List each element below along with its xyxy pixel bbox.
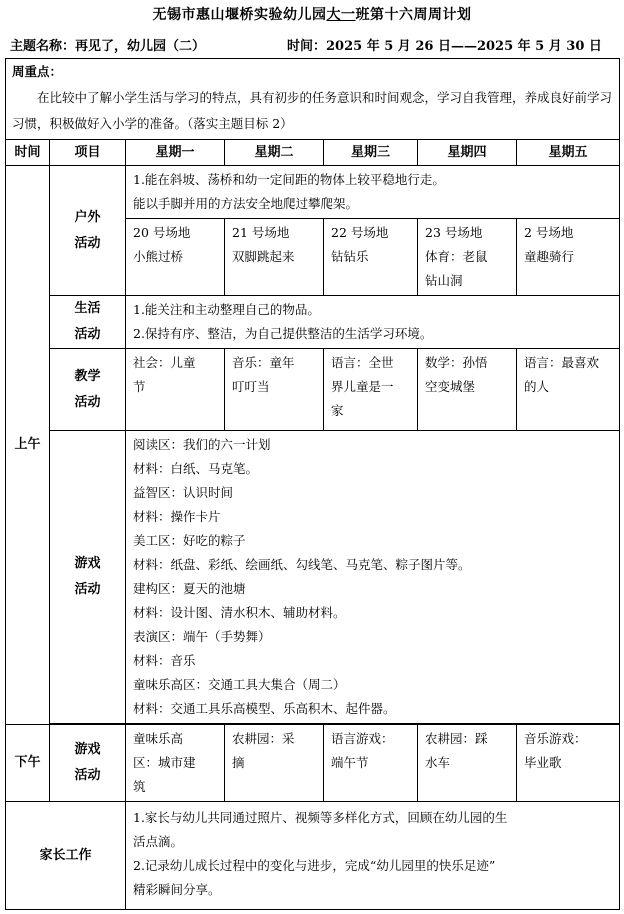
life-label: 生活 活动	[50, 296, 126, 349]
teaching-monday: 社会：儿童 节	[126, 349, 225, 431]
game-area-line: 益智区：认识时间	[133, 485, 234, 500]
outdoor-thursday: 23 号场地 体育：老鼠 钻山洞	[418, 219, 517, 296]
game-area-line: 阅读区：我们的六一计划	[133, 437, 271, 452]
parents-item-1: 1.家长与幼儿共同通过照片、视频等多样化方式，回顾在幼儿园的生	[133, 810, 508, 825]
focus-text: 在比较中了解小学生活与学习的特点，具有初步的任务意识和时间观念，学习自我管理，养成良好前学习习惯，积极做好入小学的准备。（落实主题目标 2）	[12, 90, 613, 131]
col-header-wednesday: 星期三	[324, 140, 418, 166]
game-area-line: 美工区：好吃的粽子	[133, 533, 246, 548]
period-afternoon: 下午	[6, 725, 50, 802]
outdoor-goal-row	[6, 166, 620, 219]
outdoor-label: 户外 活动	[50, 166, 126, 296]
game-area-line: 材料：操作卡片	[133, 509, 221, 524]
game-area-line: 建构区：夏天的池塘	[133, 581, 246, 596]
teaching-label: 教学 活动	[50, 349, 126, 431]
focus-label: 周重点：	[12, 64, 63, 79]
col-header-monday: 星期一	[126, 140, 225, 166]
teaching-thursday: 数学：孙悟 空变城堡	[418, 349, 517, 431]
life-goals	[126, 296, 620, 349]
parents-row	[6, 802, 620, 910]
col-header-item: 项目	[50, 140, 126, 166]
teaching-row	[6, 349, 620, 431]
parents-item-1-cont: 活点滴。	[133, 834, 184, 849]
outdoor-wednesday: 22 号场地 钻钻乐	[324, 219, 418, 296]
games-pm-tuesday: 农耕园：采 摘	[225, 725, 324, 802]
outdoor-friday: 2 号场地 童趣骑行	[517, 219, 620, 296]
teaching-tuesday: 音乐：童年 叮叮当	[225, 349, 324, 431]
focus-cell	[6, 59, 620, 140]
col-header-tuesday: 星期二	[225, 140, 324, 166]
col-header-thursday: 星期四	[418, 140, 517, 166]
game-area-line: 材料：交通工具乐高模型、乐高积木、起件器。	[133, 701, 396, 716]
parents-item-2: 2.记录幼儿成长过程中的变化与进步，完成“幼儿园里的快乐足迹”	[133, 858, 496, 873]
parents-label: 家长工作	[6, 802, 126, 910]
outdoor-goal-2: 能以手脚并用的方法安全地爬过攀爬架。	[133, 196, 359, 211]
col-header-friday: 星期五	[517, 140, 620, 166]
title-class: 大一	[326, 7, 356, 23]
focus-row	[6, 59, 620, 140]
outdoor-tuesday: 21 号场地 双脚跳起来	[225, 219, 324, 296]
parents-item-2-cont: 精彩瞬间分享。	[133, 882, 221, 897]
outdoor-monday: 20 号场地 小熊过桥	[126, 219, 225, 296]
plan-title	[0, 4, 624, 24]
life-goal-2: 2.保持有序、整洁，为自己提供整洁的生活学习环境。	[133, 326, 433, 341]
theme-name: 主题名称：再见了，幼儿园（二）	[10, 39, 206, 54]
outdoor-goal-1: 1.能在斜坡、荡桥和幼一定间距的物体上较平稳地行走。	[133, 172, 445, 187]
game-area-line: 材料：设计图、清水积木、辅助材料。	[133, 605, 346, 620]
teaching-friday: 语言：最喜欢 的人	[517, 349, 620, 431]
title-suffix: 班第十六周周计划	[355, 7, 472, 23]
date-range: 时间：2025 年 5 月 26 日——2025 年 5 月 30 日	[287, 39, 602, 54]
game-area-line: 材料：白纸、马克笔。	[133, 461, 259, 476]
games-pm-wednesday: 语言游戏： 端午节	[324, 725, 418, 802]
parents-content	[126, 802, 620, 910]
life-goal-1: 1.能关注和主动整理自己的物品。	[133, 302, 320, 317]
games-afternoon-row	[6, 725, 620, 802]
title-school: 无锡市惠山堰桥实验幼儿园	[152, 7, 327, 23]
outdoor-goals	[126, 166, 620, 219]
period-morning: 上午	[6, 166, 50, 725]
games-pm-friday: 音乐游戏： 毕业歌	[517, 725, 620, 802]
column-header-row	[6, 140, 620, 166]
col-header-time: 时间	[6, 140, 50, 166]
games-pm-thursday: 农耕园：踩 水车	[418, 725, 517, 802]
weekly-plan-table	[5, 58, 620, 910]
games-pm-monday: 童味乐高 区：城市建 筑	[126, 725, 225, 802]
games-morning-areas	[126, 431, 620, 724]
game-area-line: 表演区：端午（手势舞）	[133, 629, 271, 644]
teaching-wednesday: 语言：全世 界儿童是一 家	[324, 349, 418, 431]
game-area-line: 材料：纸盘、彩纸、绘画纸、勾线笔、马克笔、粽子图片等。	[133, 557, 471, 572]
life-row	[6, 296, 620, 349]
game-area-line: 材料：音乐	[133, 653, 196, 668]
game-area-line: 童味乐高区：交通工具大集合（周二）	[133, 677, 346, 692]
games-morning-label: 游戏 活动	[50, 431, 126, 724]
games-morning-row	[6, 431, 620, 724]
games-afternoon-label: 游戏 活动	[50, 725, 126, 802]
